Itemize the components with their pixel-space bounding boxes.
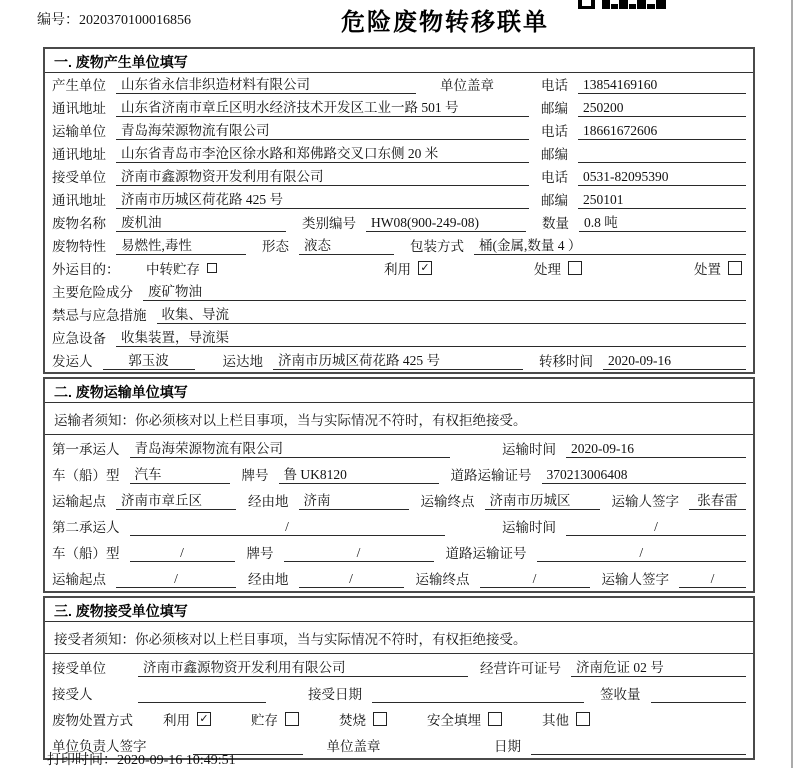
receiver-notice: 接受者须知：你必须核对以上栏目事项，当与实际情况不符时，有权拒绝接受。 xyxy=(45,622,753,654)
transport-time-label: 运输时间 xyxy=(502,520,556,535)
phone-label: 电话 xyxy=(541,124,568,139)
taboo-value: 收集、导流 xyxy=(157,303,747,324)
equipment-value: 收集装置，导流渠 xyxy=(116,326,746,347)
plate-label: 牌号 xyxy=(246,546,274,561)
checkbox-treat xyxy=(568,261,582,275)
row-second-carrier xyxy=(52,513,746,539)
row-hazard-component xyxy=(52,280,746,303)
destination-value: 济南市历城区荷花路 425 号 xyxy=(273,349,523,370)
checkbox-utilize: ✓ xyxy=(418,261,432,275)
vehicle-type-label: 车（船）型 xyxy=(52,468,120,483)
quantity-value: 0.8 吨 xyxy=(579,211,746,232)
waste-character-value: 易燃性,毒性 xyxy=(116,234,246,255)
section-receiver xyxy=(43,596,755,760)
receive-date-value xyxy=(372,702,584,703)
unit-seal-label: 单位盖章 xyxy=(440,78,494,93)
sign-qty-value xyxy=(651,702,747,703)
address-label: 通讯地址 xyxy=(52,193,106,208)
second-carrier-label: 第二承运人 xyxy=(52,520,120,535)
transport-time2-value: / xyxy=(566,519,746,536)
transport-unit-value: 青岛海荣源物流有限公司 xyxy=(116,119,529,140)
via1-value: 济南 xyxy=(299,489,409,510)
hazard-value: 废矿物油 xyxy=(143,280,746,301)
disposal-option-other: 其他 xyxy=(542,709,590,729)
row-taboo-measures xyxy=(52,303,746,326)
via-label: 经由地 xyxy=(248,572,289,587)
row-sender xyxy=(52,349,746,372)
unit-seal-label: 单位盖章 xyxy=(326,739,381,754)
produce-unit-label: 产生单位 xyxy=(52,78,106,93)
end-label: 运输终点 xyxy=(415,572,470,587)
receiver-person-label: 接受人 xyxy=(52,687,93,702)
phone-label: 电话 xyxy=(541,78,568,93)
page-title: 危险废物转移联单 xyxy=(341,9,549,36)
row-transport-unit xyxy=(52,119,746,142)
print-time xyxy=(47,749,236,768)
sign-qty-label: 签收量 xyxy=(600,687,641,702)
address-label: 通讯地址 xyxy=(52,101,106,116)
section-producer xyxy=(43,47,755,374)
produce-unit-value: 山东省永信非织造材料有限公司 xyxy=(116,73,416,94)
packing-value: 桶(金属,数量 4 ） xyxy=(474,234,746,255)
start1-value: 济南市章丘区 xyxy=(116,489,236,510)
waste-name-value: 废机油 xyxy=(116,211,286,232)
plate1-value: 鲁 UK8120 xyxy=(279,463,439,484)
vehicle-type1-value: 汽车 xyxy=(130,463,230,484)
head-sign-label: 单位负责人签字 xyxy=(52,739,147,754)
disposal-label: 废物处置方式 xyxy=(52,713,133,728)
start-label: 运输起点 xyxy=(52,494,106,509)
transport-time-label: 运输时间 xyxy=(502,442,556,457)
row-transfer-purpose xyxy=(52,257,746,280)
transport-zip-value xyxy=(578,162,746,163)
purpose-option-utilize: 利用 ✓ xyxy=(384,258,534,278)
start-label: 运输起点 xyxy=(52,572,106,587)
disposal-option-incinerate: 焚烧 xyxy=(339,709,387,729)
transport-address-value: 山东省青岛市李沧区徐水路和郑佛路交叉口东侧 20 米 xyxy=(116,142,529,163)
transport-unit-label: 运输单位 xyxy=(52,124,106,139)
checkbox-disposal-incinerate xyxy=(373,712,387,726)
sender-value: 郭玉波 xyxy=(103,349,195,370)
receive-unit-value: 济南市鑫源物资开发利用有限公司 xyxy=(116,165,529,186)
row-waste-character xyxy=(52,234,746,257)
date-label: 日期 xyxy=(494,739,521,754)
receive-unit-label: 接受单位 xyxy=(52,170,106,185)
purpose-option-treat: 处理 xyxy=(534,258,694,278)
row-receive-address xyxy=(52,188,746,211)
equipment-label: 应急设备 xyxy=(52,331,106,346)
receive-zip-value: 250101 xyxy=(578,192,746,209)
via-label: 经由地 xyxy=(248,494,289,509)
row-route-2 xyxy=(52,565,746,591)
waste-name-label: 废物名称 xyxy=(52,216,106,231)
row-emergency-equipment xyxy=(52,326,746,349)
vehicle-type2-value: / xyxy=(130,545,235,562)
plate-label: 牌号 xyxy=(241,468,269,483)
zip-label: 邮编 xyxy=(541,101,568,116)
end1-value: 济南市历城区 xyxy=(485,489,600,510)
row-produce-unit xyxy=(52,73,746,96)
zip-label: 邮编 xyxy=(541,147,568,162)
plate2-value: / xyxy=(284,545,434,562)
purpose-option-storage: 中转贮存 xyxy=(146,258,384,278)
serial-value: 2020370100016856 xyxy=(79,13,191,28)
manifest-form xyxy=(43,47,755,763)
permit-value: 济南危证 02 号 xyxy=(571,656,746,677)
row-produce-address xyxy=(52,96,746,119)
row-transport-address xyxy=(52,142,746,165)
transfer-time-value: 2020-09-16 xyxy=(603,353,746,370)
row-vehicle-2 xyxy=(52,539,746,565)
receiver-person-value xyxy=(138,702,266,703)
checkbox-disposal-store xyxy=(285,712,299,726)
receive-address-value: 济南市历城区荷花路 425 号 xyxy=(116,188,529,209)
row-receiver-person xyxy=(52,680,746,706)
permit-label: 经营许可证号 xyxy=(480,661,561,676)
carrier-sign1-value: 张春雷 xyxy=(689,489,746,510)
form-label: 形态 xyxy=(262,239,289,254)
produce-zip-value: 250200 xyxy=(578,100,746,117)
destination-label: 运达地 xyxy=(222,354,263,369)
purpose-option-dispose: 处置 xyxy=(694,258,742,278)
waste-character-label: 废物特性 xyxy=(52,239,106,254)
category-value: HW08(900-249-08) xyxy=(366,215,526,232)
carrier-sign2-value: / xyxy=(679,571,746,588)
row-receiver-unit xyxy=(52,654,746,680)
checkbox-dispose xyxy=(728,261,742,275)
zip-label: 邮编 xyxy=(541,193,568,208)
transporter-notice: 运输者须知：你必须核对以上栏目事项，当与实际情况不符时，有权拒绝接受。 xyxy=(45,403,753,435)
transport-time1-value: 2020-09-16 xyxy=(566,441,746,458)
checkbox-disposal-landfill xyxy=(488,712,502,726)
receiver-unit-value: 济南市鑫源物资开发利用有限公司 xyxy=(138,656,468,677)
receive-phone-value: 0531-82095390 xyxy=(578,169,746,186)
print-time-label: 打印时间： xyxy=(47,753,117,768)
form-value: 液态 xyxy=(299,234,394,255)
category-label: 类别编号 xyxy=(302,216,356,231)
road-license1-value: 370213006408 xyxy=(542,467,747,484)
section-receiver-title: 三. 废物接受单位填写 xyxy=(45,598,753,622)
packing-label: 包装方式 xyxy=(410,239,464,254)
sender-label: 发运人 xyxy=(52,354,93,369)
quantity-label: 数量 xyxy=(542,216,569,231)
transport-phone-value: 18661672606 xyxy=(578,123,746,140)
via2-value: / xyxy=(299,571,404,588)
page-edge-line xyxy=(791,0,793,768)
vehicle-type-label: 车（船）型 xyxy=(52,546,120,561)
section-transporter-title: 二. 废物运输单位填写 xyxy=(45,379,753,403)
row-vehicle-1 xyxy=(52,461,746,487)
phone-label: 电话 xyxy=(541,170,568,185)
checkbox-storage xyxy=(207,263,217,273)
end2-value: / xyxy=(480,571,590,588)
row-receive-unit xyxy=(52,165,746,188)
produce-phone-value: 13854169160 xyxy=(578,77,746,94)
first-carrier-label: 第一承运人 xyxy=(52,442,120,457)
disposal-option-utilize: 利用 ✓ xyxy=(163,709,211,729)
row-waste-name xyxy=(52,211,746,234)
road-license2-value: / xyxy=(537,545,747,562)
checkbox-disposal-utilize: ✓ xyxy=(197,712,211,726)
purpose-label: 外运目的： xyxy=(52,262,120,277)
disposal-option-store: 贮存 xyxy=(251,709,299,729)
second-carrier-value: / xyxy=(130,519,445,536)
produce-address-value: 山东省济南市章丘区明水经济技术开发区工业一路 501 号 xyxy=(116,96,529,117)
checkbox-disposal-other xyxy=(576,712,590,726)
print-time-value: 2020-09-16 10:49:51 xyxy=(117,753,236,768)
taboo-label: 禁忌与应急措施 xyxy=(52,308,147,323)
carrier-sign-label: 运输人签字 xyxy=(611,494,679,509)
carrier-sign-label: 运输人签字 xyxy=(601,572,669,587)
row-first-carrier xyxy=(52,435,746,461)
start2-value: / xyxy=(116,571,236,588)
hazard-label: 主要危险成分 xyxy=(52,285,133,300)
row-route-1 xyxy=(52,487,746,513)
end-label: 运输终点 xyxy=(420,494,475,509)
disposal-option-landfill: 安全填埋 xyxy=(427,709,502,729)
transfer-time-label: 转移时间 xyxy=(539,354,593,369)
receive-date-label: 接受日期 xyxy=(308,687,362,702)
row-disposal-method xyxy=(52,706,746,732)
road-license-label: 道路运输证号 xyxy=(445,546,527,561)
address-label: 通讯地址 xyxy=(52,147,106,162)
section-producer-title: 一. 废物产生单位填写 xyxy=(45,49,753,73)
first-carrier-value: 青岛海荣源物流有限公司 xyxy=(130,437,450,458)
road-license-label: 道路运输证号 xyxy=(450,468,532,483)
section-transporter xyxy=(43,377,755,593)
serial-label: 编号： xyxy=(37,13,79,28)
date-value xyxy=(531,754,746,755)
qr-code-fragment xyxy=(578,0,668,9)
receiver-unit-label: 接受单位 xyxy=(52,661,106,676)
